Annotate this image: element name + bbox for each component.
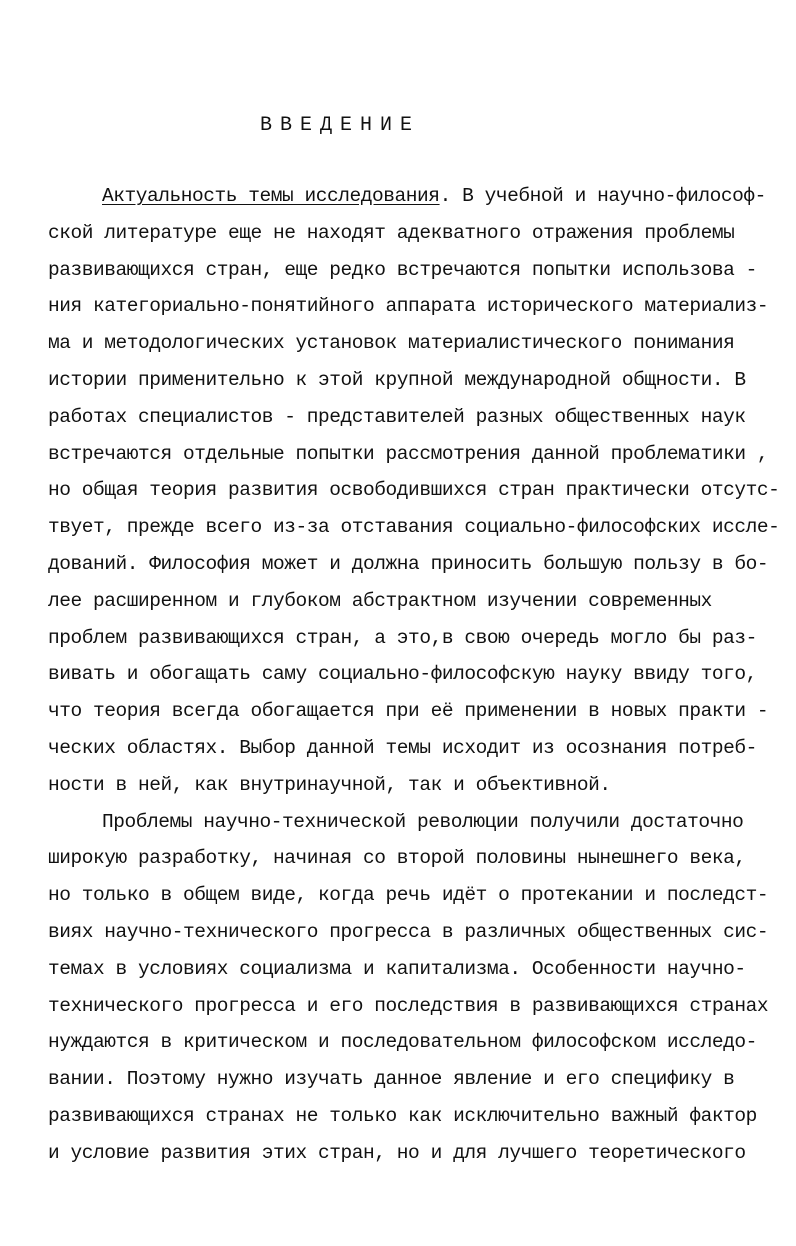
text-line: ческих областях. Выбор данной темы исходит из осознания потреб- <box>48 736 757 759</box>
body-text <box>48 178 780 1172</box>
text-line: лее расширенном и глубоком абстрактном изучении современных <box>48 589 712 612</box>
underlined-lead-phrase: Актуальность темы исследования <box>102 185 440 207</box>
text-line: виях научно-технического прогресса в различных общественных сис- <box>48 920 769 943</box>
text-line: встречаются отдельные попытки рассмотрения данной проблематики , <box>48 442 769 465</box>
paragraph-2-first-line: Проблемы научно-технической революции получили достаточно <box>102 810 744 833</box>
text-line: дований. Философия может и должна приносить большую пользу в бо- <box>48 552 769 575</box>
text-line: широкую разработку, начиная со второй половины нынешнего века, <box>48 847 746 870</box>
text-line: развивающихся стран, еще редко встречаются попытки использова - <box>48 258 757 281</box>
text-line: вании. Поэтому нужно изучать данное явление и его специфику в <box>48 1068 735 1091</box>
text-line: вивать и обогащать саму социально-философскую науку ввиду того, <box>48 663 757 686</box>
text-line: ма и методологических установок материалистического понимания <box>48 332 735 355</box>
text-line: развивающихся странах не только как исключительно важный фактор <box>48 1104 757 1127</box>
text-line: ской литературе еще не находят адекватного отражения проблемы <box>48 221 735 244</box>
text-line: твует, прежде всего из-за отставания социально-философских иссле- <box>48 516 780 539</box>
text-line: работах специалистов - представителей разных общественных наук <box>48 405 746 428</box>
text-line: технического прогресса и его последствия в развивающихся странах <box>48 994 769 1017</box>
text-line: но общая теория развития освободившихся стран практически отсутс- <box>48 479 780 502</box>
text-line: проблем развивающихся стран, а это,в свою очередь могло бы раз- <box>48 626 757 649</box>
text-line: истории применительно к этой крупной международной общности. В <box>48 368 746 391</box>
paragraph-1-first-line <box>48 178 766 215</box>
lead-continuation: . В учебной и научно-философ- <box>439 185 766 207</box>
text-line: темах в условиях социализма и капитализма. Особенности научно- <box>48 957 746 980</box>
text-line: ности в ней, как внутринаучной, так и объективной. <box>48 773 611 796</box>
text-line: но только в общем виде, когда речь идёт о протекании и последст- <box>48 884 769 907</box>
text-line: ния категориально-понятийного аппарата исторического материализ- <box>48 295 769 318</box>
text-line: и условие развития этих стран, но и для лучшего теоретического <box>48 1141 746 1164</box>
text-line: нуждаются в критическом и последовательном философском исследо- <box>48 1031 757 1054</box>
page-title: ВВЕДЕНИЕ <box>259 114 420 137</box>
text-line: что теория всегда обогащается при её применении в новых практи - <box>48 700 769 723</box>
